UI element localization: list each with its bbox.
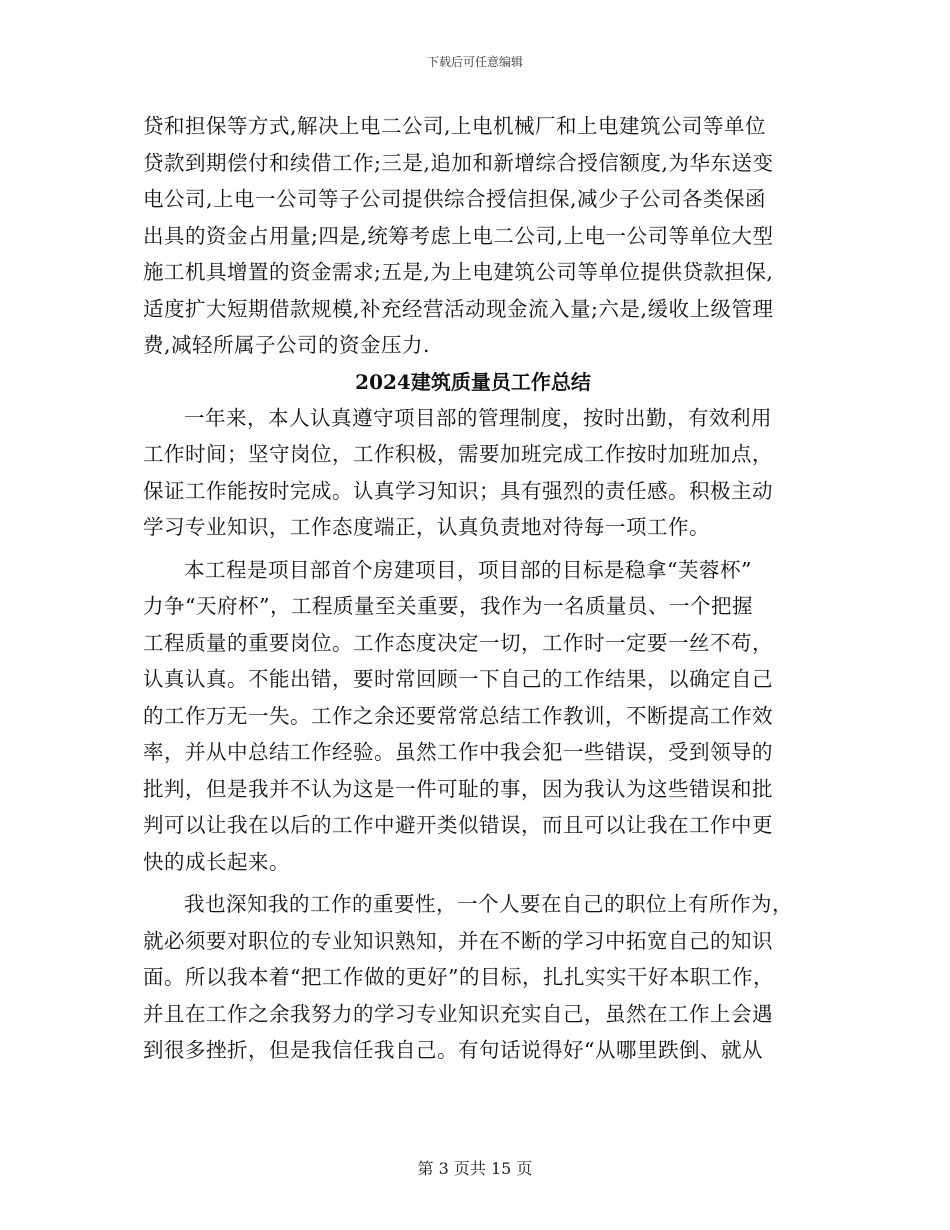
text-line: 费,减轻所属子公司的资金压力. <box>143 333 431 357</box>
text-line: 电公司,上电一公司等子公司提供综合授信担保,减少子公司各类保函 <box>143 187 767 211</box>
text-line: 率，并从中总结工作经验。虽然工作中我会犯一些错误，受到领导的 <box>143 740 773 764</box>
text-line: 批判，但是我并不认为这是一件可耻的事，因为我认为这些错误和批 <box>143 776 773 801</box>
document-body <box>143 108 803 1069</box>
text-line: 的工作万无一失。工作之余还要常常总结工作教训，不断提高工作效 <box>143 703 773 728</box>
text-line: 施工机具增置的资金需求;五是,为上电建筑公司等单位提供贷款担保, <box>143 260 774 284</box>
text-line: 一年来，本人认真遵守项目部的管理制度，按时出勤，有效利用 <box>184 405 772 430</box>
text-line: 认真认真。不能出错，要时常回顾一下自己的工作结果，以确定自己 <box>143 667 773 691</box>
text-line: 学习专业知识，工作态度端正，认真负责地对待每一项工作。 <box>143 515 710 539</box>
text-line: 判可以让我在以后的工作中避开类似错误，而且可以让我在工作中更 <box>143 813 773 837</box>
text-line: 并且在工作之余我努力的学习专业知识充实自己，虽然在工作上会遇 <box>143 1001 773 1026</box>
text-line: 本工程是项目部首个房建项目，项目部的目标是稳拿“芙蓉杯” <box>184 557 752 582</box>
header-note: 下载后可任意编辑 <box>426 55 523 69</box>
text-line: 保证工作能按时完成。认真学习知识；具有强烈的责任感。积极主动 <box>143 478 773 503</box>
section-title: 2024建筑质量员工作总结 <box>355 369 591 394</box>
page-footer: 第 3 页共 15 页 <box>417 1159 533 1178</box>
text-line: 贷和担保等方式,解决上电二公司,上电机械厂和上电建筑公司等单位 <box>143 114 767 138</box>
text-line: 我也深知我的工作的重要性，一个人要在自己的职位上有所作为， <box>184 892 793 916</box>
paragraph-2 <box>143 552 803 881</box>
text-line: 就必须要对职位的专业知识熟知，并在不断的学习中拓宽自己的知识 <box>143 928 773 953</box>
text-line: 工程质量的重要岗位。工作态度决定一切，工作时一定要一丝不苟， <box>143 630 773 655</box>
text-line: 贷款到期偿付和续借工作;三是,追加和新增综合授信额度,为华东送变 <box>143 150 774 175</box>
text-line: 适度扩大短期借款规模,补充经营活动现金流入量;六是,缓收上级管理 <box>143 296 774 321</box>
text-line: 到很多挫折，但是我信任我自己。有句话说得好“从哪里跌倒、就从 <box>143 1038 763 1062</box>
paragraph-1 <box>143 400 803 546</box>
paragraph-previous <box>143 108 803 364</box>
text-line: 快的成长起来。 <box>143 849 290 874</box>
text-line: 面。所以我本着“把工作做的更好”的目标，扎扎实实干好本职工作， <box>143 965 774 989</box>
text-line: 工作时间；坚守岗位，工作积极，需要加班完成工作按时加班加点， <box>143 442 773 466</box>
text-line: 出具的资金占用量;四是,统筹考虑上电二公司,上电一公司等单位大型 <box>143 223 774 248</box>
paragraph-3 <box>143 886 803 1069</box>
text-line: 力争“天府杯”，工程质量至关重要，我作为一名质量员、一个把握 <box>143 594 753 618</box>
